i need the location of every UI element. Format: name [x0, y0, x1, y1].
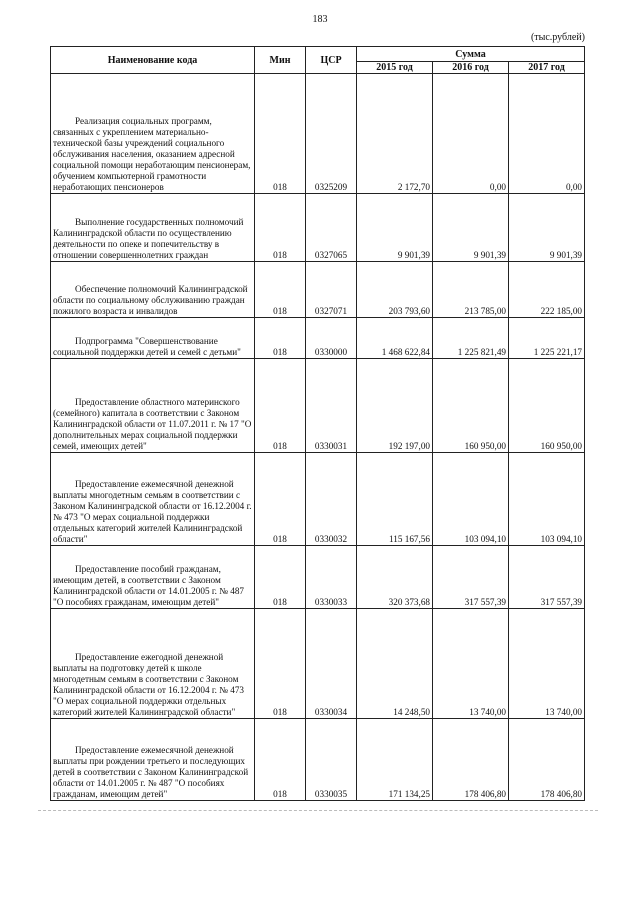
row-min: 018 [255, 318, 306, 359]
row-min: 018 [255, 546, 306, 609]
row-2017: 222 185,00 [509, 262, 585, 318]
table-row [51, 609, 585, 719]
row-min: 018 [255, 719, 306, 801]
table-row [51, 74, 585, 194]
row-2017: 103 094,10 [509, 453, 585, 546]
row-csr: 0330033 [306, 546, 357, 609]
row-csr: 0327071 [306, 262, 357, 318]
row-2017: 9 901,39 [509, 194, 585, 262]
row-2017: 160 950,00 [509, 359, 585, 453]
row-min: 018 [255, 194, 306, 262]
row-2017: 1 225 221,17 [509, 318, 585, 359]
table-row [51, 719, 585, 801]
row-2015: 192 197,00 [357, 359, 433, 453]
row-2015: 320 373,68 [357, 546, 433, 609]
scan-artifact-line [38, 810, 598, 811]
row-2016: 103 094,10 [433, 453, 509, 546]
header-min: Мин [255, 47, 306, 74]
row-csr: 0325209 [306, 74, 357, 194]
row-2017: 317 557,39 [509, 546, 585, 609]
row-2015: 2 172,70 [357, 74, 433, 194]
row-min: 018 [255, 74, 306, 194]
row-csr: 0330034 [306, 609, 357, 719]
row-2017: 178 406,80 [509, 719, 585, 801]
row-min: 018 [255, 359, 306, 453]
row-csr: 0327065 [306, 194, 357, 262]
row-2016: 178 406,80 [433, 719, 509, 801]
table-row [51, 546, 585, 609]
header-csr: ЦСР [306, 47, 357, 74]
header-name: Наименование кода [51, 47, 255, 74]
row-min: 018 [255, 453, 306, 546]
units-label: (тыс.рублей) [530, 32, 585, 43]
row-name: Предоставление областного материнского (семейного) капитала в соответствии с Законом Калининградской области от 11.07.2011 г. № 17 "О дополнительных мерах социальной поддержки семей, имеющих детей" [51, 359, 255, 453]
row-name: Предоставление ежемесячной денежной выплаты многодетным семьям в соответствии с Законом Калининградской области от 16.12.2004 г. № 473 "О мерах социальной поддержки отдельных категорий жителей Калининградской области" [51, 453, 255, 546]
row-2016: 160 950,00 [433, 359, 509, 453]
row-2015: 9 901,39 [357, 194, 433, 262]
row-2016: 9 901,39 [433, 194, 509, 262]
page-number: 183 [312, 14, 328, 25]
row-2017: 0,00 [509, 74, 585, 194]
row-name: Реализация социальных программ, связанных с укреплением материально-технической базы учреждений социального обслуживания населения, оказанием адресной социальной помощи неработающим пенсионерам, обучением компьютерной грамотности неработающих пенсионеров [51, 74, 255, 194]
row-name: Подпрограмма "Совершенствование социальной поддержки детей и семей с детьми" [51, 318, 255, 359]
header-year-2015: 2015 год [357, 62, 433, 74]
row-csr: 0330031 [306, 359, 357, 453]
row-2017: 13 740,00 [509, 609, 585, 719]
table-row [51, 359, 585, 453]
table-row [51, 318, 585, 359]
row-name: Выполнение государственных полномочий Калининградской области по осуществлению деятельности по опеке и попечительству в отношении совершеннолетних граждан [51, 194, 255, 262]
row-name: Предоставление ежемесячной денежной выплаты при рождении третьего и последующих детей в соответствии с Законом Калининградской области от 14.01.2005 г. № 487 "О пособиях гражданам, имеющим детей" [51, 719, 255, 801]
row-min: 018 [255, 262, 306, 318]
row-2016: 0,00 [433, 74, 509, 194]
row-2015: 171 134,25 [357, 719, 433, 801]
row-2016: 13 740,00 [433, 609, 509, 719]
row-csr: 0330000 [306, 318, 357, 359]
row-2015: 203 793,60 [357, 262, 433, 318]
row-2015: 1 468 622,84 [357, 318, 433, 359]
row-min: 018 [255, 609, 306, 719]
budget-table [50, 46, 585, 801]
row-2015: 14 248,50 [357, 609, 433, 719]
table-row [51, 453, 585, 546]
row-csr: 0330035 [306, 719, 357, 801]
row-name: Предоставление ежегодной денежной выплаты на подготовку детей к школе многодетным семьям в соответствии с Законом Калининградской области от 16.12.2004 г. № 473 "О мерах социальной поддержки отдельных категорий жителей Калининградской области" [51, 609, 255, 719]
row-name: Предоставление пособий гражданам, имеющим детей, в соответствии с Законом Калининградской области от 14.01.2005 г. № 487 "О пособиях гражданам, имеющим детей" [51, 546, 255, 609]
header-year-2017: 2017 год [509, 62, 585, 74]
row-2016: 317 557,39 [433, 546, 509, 609]
header-sum: Сумма [357, 47, 585, 62]
table-row [51, 194, 585, 262]
table-body [51, 74, 585, 801]
row-2016: 1 225 821,49 [433, 318, 509, 359]
row-name: Обеспечение полномочий Калининградской области по социальному обслуживанию граждан пожилого возраста и инвалидов [51, 262, 255, 318]
header-year-2016: 2016 год [433, 62, 509, 74]
row-2016: 213 785,00 [433, 262, 509, 318]
table-row [51, 262, 585, 318]
row-csr: 0330032 [306, 453, 357, 546]
row-2015: 115 167,56 [357, 453, 433, 546]
table-header [51, 47, 585, 74]
